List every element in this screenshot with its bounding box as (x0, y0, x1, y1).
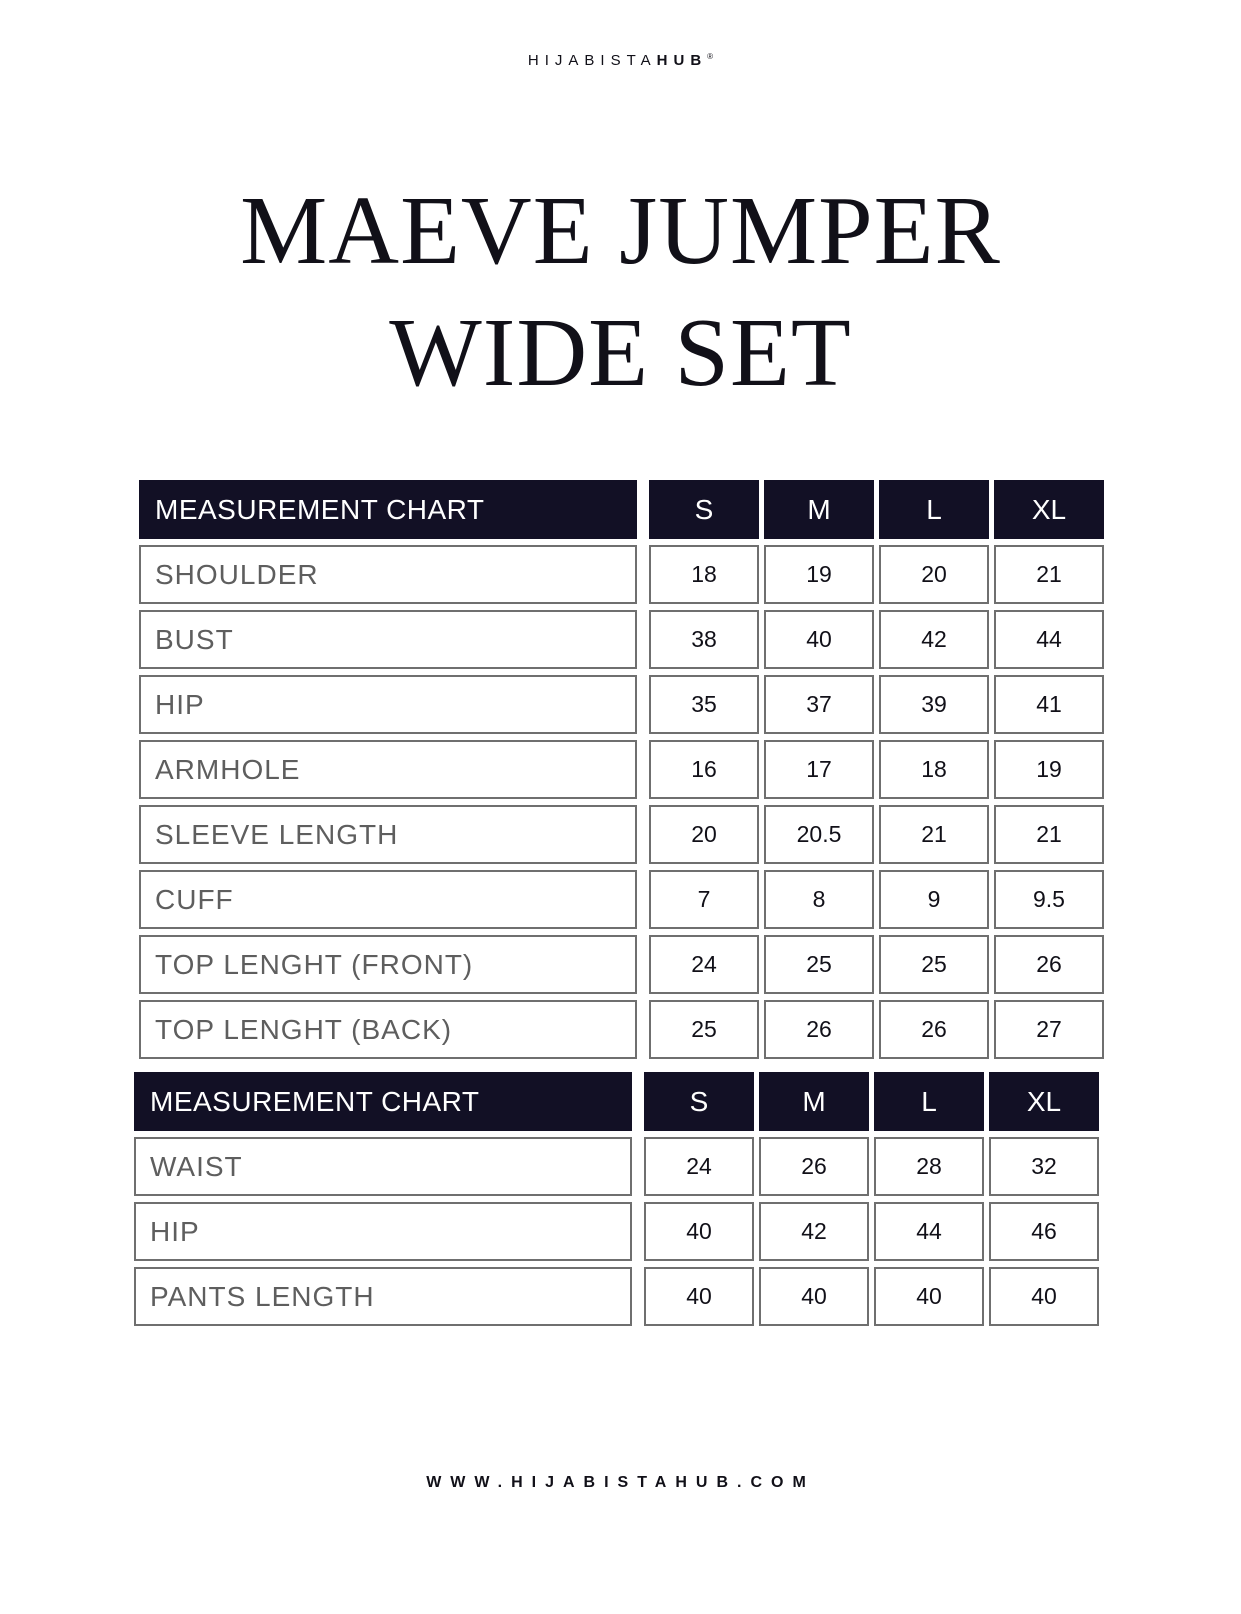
size-header-s: S (649, 480, 759, 539)
brand-logo-bold: HUB (656, 52, 708, 69)
row-label: SLEEVE LENGTH (139, 805, 637, 864)
size-header-m: M (759, 1072, 869, 1131)
cell-value: 16 (649, 740, 759, 799)
cell-value: 24 (649, 935, 759, 994)
cell-value: 26 (879, 1000, 989, 1059)
cell-value: 40 (644, 1202, 754, 1261)
cell-value: 21 (994, 805, 1104, 864)
cell-value: 18 (879, 740, 989, 799)
row-label: CUFF (139, 870, 637, 929)
cell-value: 20 (649, 805, 759, 864)
row-label: BUST (139, 610, 637, 669)
cell-value: 40 (759, 1267, 869, 1326)
cell-value: 9.5 (994, 870, 1104, 929)
size-header-xl: XL (994, 480, 1104, 539)
cell-value: 20.5 (764, 805, 874, 864)
row-label: SHOULDER (139, 545, 637, 604)
cell-value: 41 (994, 675, 1104, 734)
cell-value: 19 (994, 740, 1104, 799)
cell-value: 37 (764, 675, 874, 734)
row-label: ARMHOLE (139, 740, 637, 799)
cell-value: 9 (879, 870, 989, 929)
cell-value: 21 (994, 545, 1104, 604)
row-label: HIP (139, 675, 637, 734)
row-label: TOP LENGHT (BACK) (139, 1000, 637, 1059)
cell-value: 26 (994, 935, 1104, 994)
row-label: TOP LENGHT (FRONT) (139, 935, 637, 994)
cell-value: 25 (879, 935, 989, 994)
product-title (0, 170, 1241, 414)
size-header-xl: XL (989, 1072, 1099, 1131)
cell-value: 27 (994, 1000, 1104, 1059)
cell-value: 40 (644, 1267, 754, 1326)
size-header-l: L (874, 1072, 984, 1131)
size-header-s: S (644, 1072, 754, 1131)
product-title-line-1: MAEVE JUMPER (240, 177, 1001, 285)
cell-value: 18 (649, 545, 759, 604)
cell-value: 28 (874, 1137, 984, 1196)
cell-value: 20 (879, 545, 989, 604)
cell-value: 39 (879, 675, 989, 734)
chart-header-label: MEASUREMENT CHART (134, 1072, 632, 1131)
cell-value: 21 (879, 805, 989, 864)
cell-value: 26 (759, 1137, 869, 1196)
cell-value: 44 (994, 610, 1104, 669)
cell-value: 35 (649, 675, 759, 734)
product-title-line-2: WIDE SET (389, 299, 852, 407)
cell-value: 25 (649, 1000, 759, 1059)
cell-value: 26 (764, 1000, 874, 1059)
size-header-l: L (879, 480, 989, 539)
cell-value: 24 (644, 1137, 754, 1196)
brand-logo (0, 52, 1241, 69)
cell-value: 42 (759, 1202, 869, 1261)
cell-value: 17 (764, 740, 874, 799)
cell-value: 42 (879, 610, 989, 669)
brand-registered-mark: ® (707, 52, 714, 61)
chart-header-label: MEASUREMENT CHART (139, 480, 637, 539)
cell-value: 40 (874, 1267, 984, 1326)
cell-value: 44 (874, 1202, 984, 1261)
cell-value: 25 (764, 935, 874, 994)
cell-value: 8 (764, 870, 874, 929)
cell-value: 40 (989, 1267, 1099, 1326)
cell-value: 38 (649, 610, 759, 669)
cell-value: 19 (764, 545, 874, 604)
footer-website: WWW.HIJABISTAHUB.COM (426, 1474, 815, 1491)
cell-value: 40 (764, 610, 874, 669)
brand-logo-light: HIJABISTA (527, 52, 657, 69)
size-header-m: M (764, 480, 874, 539)
row-label: PANTS LENGTH (134, 1267, 632, 1326)
cell-value: 46 (989, 1202, 1099, 1261)
row-label: WAIST (134, 1137, 632, 1196)
row-label: HIP (134, 1202, 632, 1261)
cell-value: 7 (649, 870, 759, 929)
cell-value: 32 (989, 1137, 1099, 1196)
